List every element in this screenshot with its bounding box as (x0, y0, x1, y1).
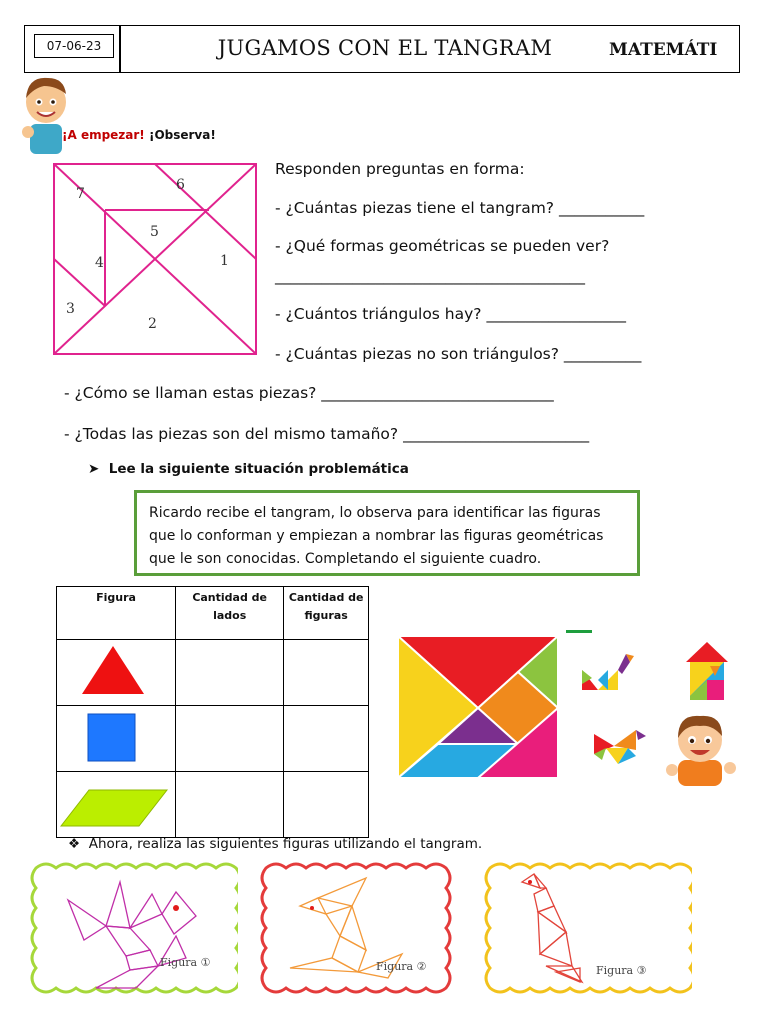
figure-2-label: Figura ② (376, 960, 427, 973)
question-4: - ¿Cuántas piezas no son triángulos? __________ (275, 345, 642, 363)
figure-1-outline (68, 882, 196, 988)
question-3: - ¿Cuántos triángulos hay? __________________ (275, 305, 626, 323)
tangram-number-5: 5 (150, 224, 159, 240)
house-tangram-icon (682, 640, 732, 702)
tangram-number-7: 7 (76, 186, 85, 202)
activity-instruction (68, 836, 482, 852)
situation-heading (88, 461, 409, 477)
answer-cell-lados-3[interactable] (176, 772, 284, 838)
swan-tangram-icon (578, 650, 636, 696)
colored-tangram-illustration (398, 636, 560, 780)
figure-1-frame (26, 858, 238, 1000)
figure-3-label: Figura ③ (596, 964, 647, 977)
triangle-shape-icon (57, 640, 175, 702)
answer-cell-lados-2[interactable] (176, 706, 284, 772)
diamond-bullet-icon: ❖ (68, 836, 81, 852)
tangram-number-3: 3 (66, 301, 75, 317)
figure-3-outline (522, 874, 582, 982)
situation-heading-text: Lee la siguiente situación problemática (108, 461, 409, 477)
square-shape-icon (57, 706, 175, 768)
parallelogram-shape-icon (57, 772, 175, 834)
col-figura: Figura (57, 587, 176, 640)
date-box: 07-06-23 (34, 34, 114, 58)
answer-cell-figuras-2[interactable] (284, 706, 369, 772)
bird-tangram-icon (592, 726, 648, 768)
tangram-diagram (52, 162, 258, 356)
page-title: JUGAMOS CON EL TANGRAM (217, 36, 553, 60)
situation-box: Ricardo recibe el tangram, lo observa para identificar las figuras que lo conforman y empiezan a nombrar las figuras geométricas que le son conocidas. Completando el siguiente cuadro. (134, 490, 640, 576)
question-2: - ¿Qué formas geométricas se pueden ver? (275, 237, 610, 255)
arrow-bullet-icon: ➤ (88, 461, 100, 477)
col-lados: Cantidad de lados (176, 587, 284, 640)
figures-table (56, 586, 369, 838)
tangram-number-4: 4 (95, 255, 104, 271)
question-1: - ¿Cuántas piezas tiene el tangram? ___________ (275, 199, 645, 217)
green-bar-decoration (566, 630, 592, 633)
boy-illustration-icon (20, 72, 70, 156)
observe-label: ¡Observa! (148, 128, 216, 142)
answer-cell-figuras-3[interactable] (284, 772, 369, 838)
start-label: ¡A empezar! (62, 128, 145, 142)
col-figuras: Cantidad de figuras (284, 587, 369, 640)
question-2-answer-line: ________________________________________ (275, 267, 585, 285)
table-row-triangle (57, 640, 176, 706)
intro-text (62, 128, 216, 142)
tangram-number-6: 6 (176, 177, 185, 193)
figure-3-frame (480, 858, 692, 1000)
boy-pointing-illustration-icon (664, 710, 738, 786)
subject-label: MATEMÁTI (609, 40, 718, 60)
figure-1-label: Figura ① (160, 956, 211, 969)
figure-2-frame (256, 858, 458, 1000)
tangram-number-2: 2 (148, 316, 157, 332)
tangram-number-1: 1 (220, 253, 229, 269)
answer-cell-lados-1[interactable] (176, 640, 284, 706)
question-5: - ¿Cómo se llaman estas piezas? ______________________________ (64, 384, 554, 402)
answer-cell-figuras-1[interactable] (284, 640, 369, 706)
table-row-square (57, 706, 176, 772)
questions-lead: Responden preguntas en forma: (275, 160, 525, 178)
question-6: - ¿Todas las piezas son del mismo tamaño? ________________________ (64, 425, 590, 443)
activity-instruction-text: Ahora, realiza las siguientes figuras utilizando el tangram. (88, 836, 483, 852)
table-row-parallelogram (57, 772, 176, 838)
